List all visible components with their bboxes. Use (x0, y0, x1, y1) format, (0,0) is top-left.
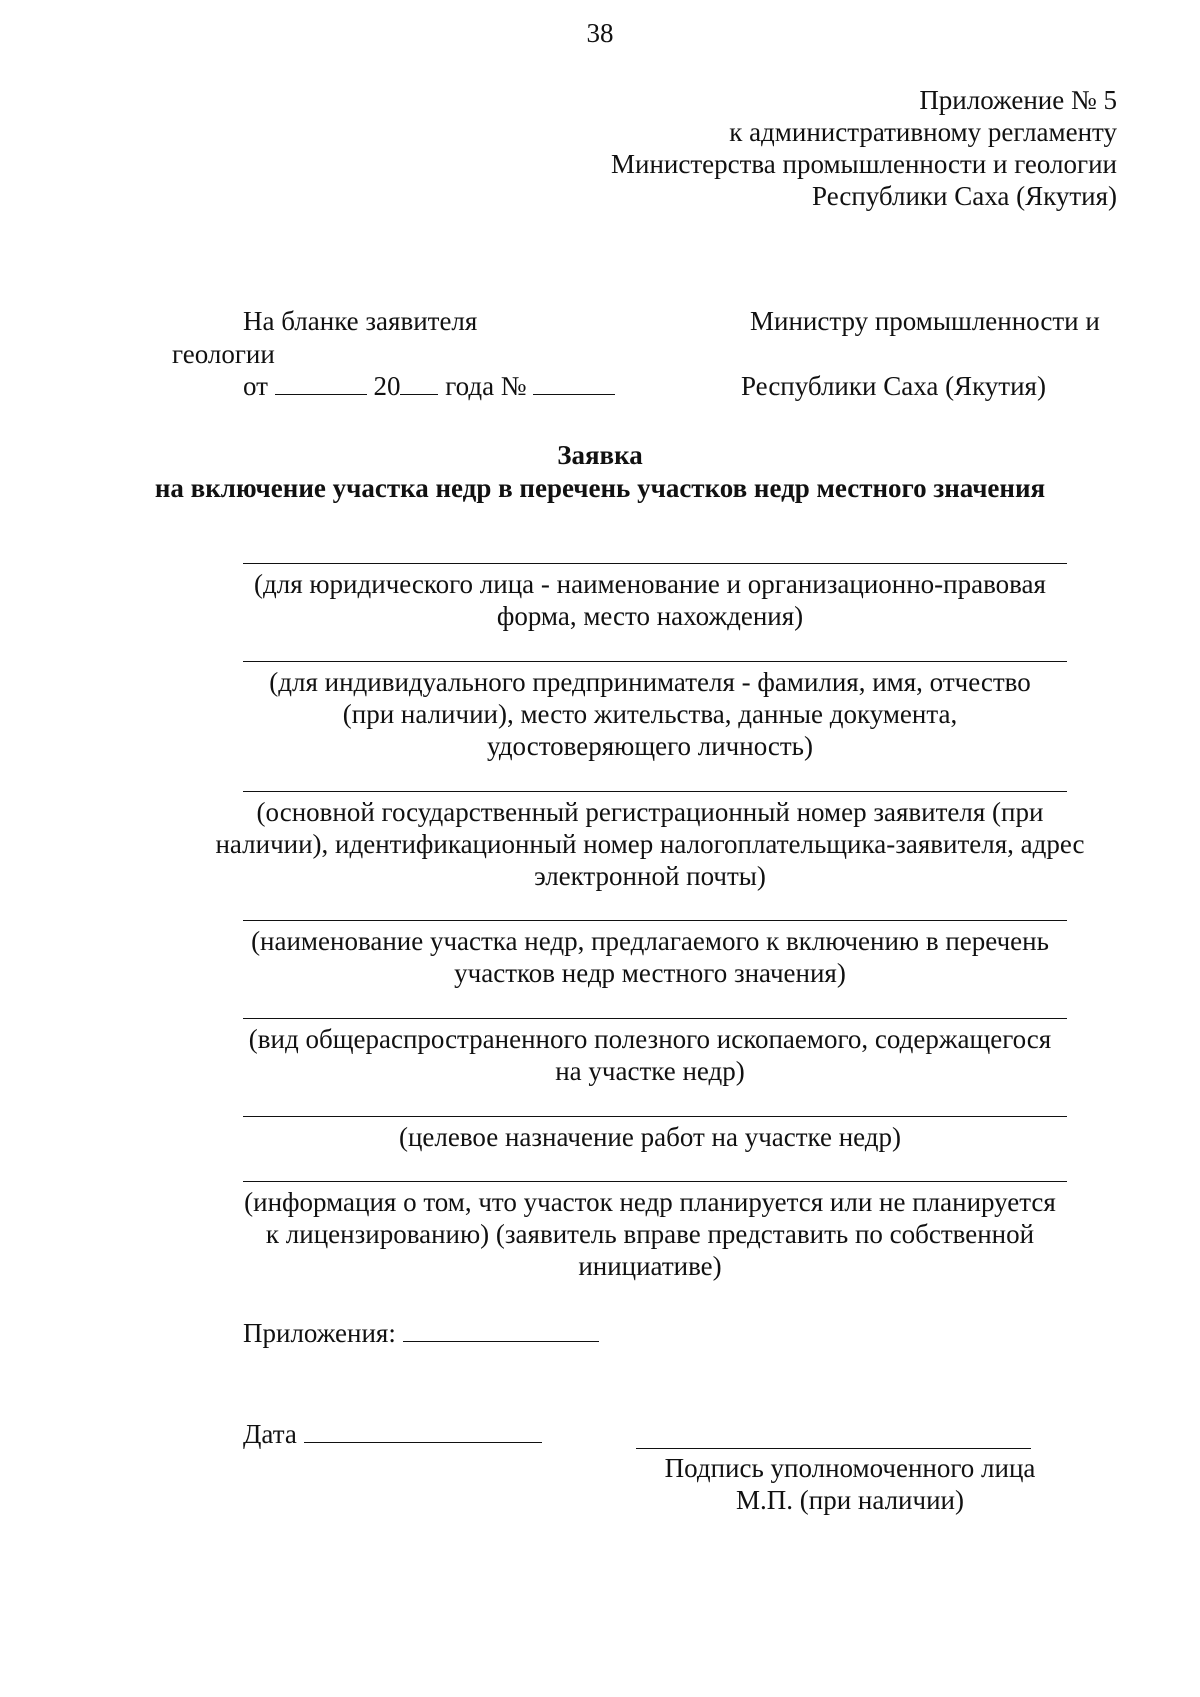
date-row (243, 1419, 542, 1450)
minister-addressee-line-2: Республики Саха (Якутия) (741, 371, 1046, 401)
appendix-line-2: к административному регламенту (729, 117, 1117, 147)
minister-addressee-line-1: Министру промышленности и (750, 306, 1100, 336)
page-number: 38 (586, 18, 614, 48)
date-from-label: от (243, 371, 268, 401)
caption-line: (для индивидуального предпринимателя - фамилия, имя, отчество (269, 667, 1031, 697)
caption-line: форма, место нахождения) (496, 601, 804, 631)
mineral-type-caption (180, 1023, 1120, 1087)
blank-label: На бланке заявителя (243, 306, 478, 336)
licensing-info-caption (180, 1186, 1120, 1282)
legal-entity-caption (180, 568, 1120, 632)
caption-line: удостоверяющего личность) (487, 731, 813, 761)
date-label: Дата (243, 1419, 297, 1449)
entrepreneur-input-line[interactable] (243, 661, 1067, 662)
caption-line: (для юридического лица - наименование и организационно-правовая (254, 569, 1046, 599)
date-number-label: года № (445, 371, 527, 401)
caption-line: (вид общераспространенного полезного ископаемого, содержащегося (248, 1024, 1052, 1054)
appendix-line-4: Республики Саха (Якутия) (812, 181, 1117, 211)
appendix-line-1: Приложение № 5 (919, 85, 1117, 115)
date-year-blank[interactable] (400, 372, 438, 395)
date-year-prefix: 20 (373, 371, 401, 401)
caption-line: электронной почты) (534, 861, 766, 891)
stamp-caption: М.П. (при наличии) (736, 1485, 964, 1515)
entrepreneur-caption (180, 666, 1120, 762)
signature-caption: Подпись уполномоченного лица (664, 1453, 1036, 1483)
mineral-type-input-line[interactable] (243, 1018, 1067, 1019)
signature-line[interactable] (636, 1448, 1031, 1449)
licensing-info-input-line[interactable] (243, 1181, 1067, 1182)
caption-line: (основной государственный регистрационный номер заявителя (при (256, 797, 1044, 827)
attachments-row (243, 1318, 599, 1349)
work-purpose-caption (180, 1121, 1120, 1153)
caption-line: на участке недр) (555, 1056, 745, 1086)
date-number-line (243, 371, 615, 402)
date-blank[interactable] (304, 1420, 542, 1443)
site-name-input-line[interactable] (243, 920, 1067, 921)
appendix-line-3: Министерства промышленности и геологии (611, 149, 1117, 179)
registration-number-input-line[interactable] (243, 791, 1067, 792)
date-day-blank[interactable] (275, 372, 367, 395)
attachments-blank[interactable] (403, 1319, 599, 1342)
signature-caption-block (640, 1452, 1060, 1516)
caption-line: (при наличии), место жительства, данные документа, (342, 699, 958, 729)
work-purpose-input-line[interactable] (243, 1116, 1067, 1117)
caption-line: наличии), идентификационный номер налогоплательщика-заявителя, адрес (215, 829, 1085, 859)
caption-line: инициативе) (578, 1251, 722, 1281)
document-number-blank[interactable] (533, 372, 615, 395)
document-title: Заявка (557, 440, 643, 470)
appendix-block (611, 84, 1117, 212)
registration-number-caption (180, 796, 1120, 892)
attachments-label: Приложения: (243, 1318, 396, 1348)
legal-entity-input-line[interactable] (243, 563, 1067, 564)
document-subtitle: на включение участка недр в перечень участков недр местного значения (154, 473, 1046, 503)
caption-line: (целевое назначение работ на участке недр) (398, 1122, 902, 1152)
caption-line: (наименование участка недр, предлагаемого к включению в перечень (251, 926, 1049, 956)
caption-line: к лицензированию) (заявитель вправе представить по собственной (265, 1219, 1035, 1249)
caption-line: участков недр местного значения) (454, 958, 846, 988)
minister-addressee-wrap: геологии (172, 339, 275, 369)
caption-line: (информация о том, что участок недр планируется или не планируется (244, 1187, 1056, 1217)
site-name-caption (180, 925, 1120, 989)
